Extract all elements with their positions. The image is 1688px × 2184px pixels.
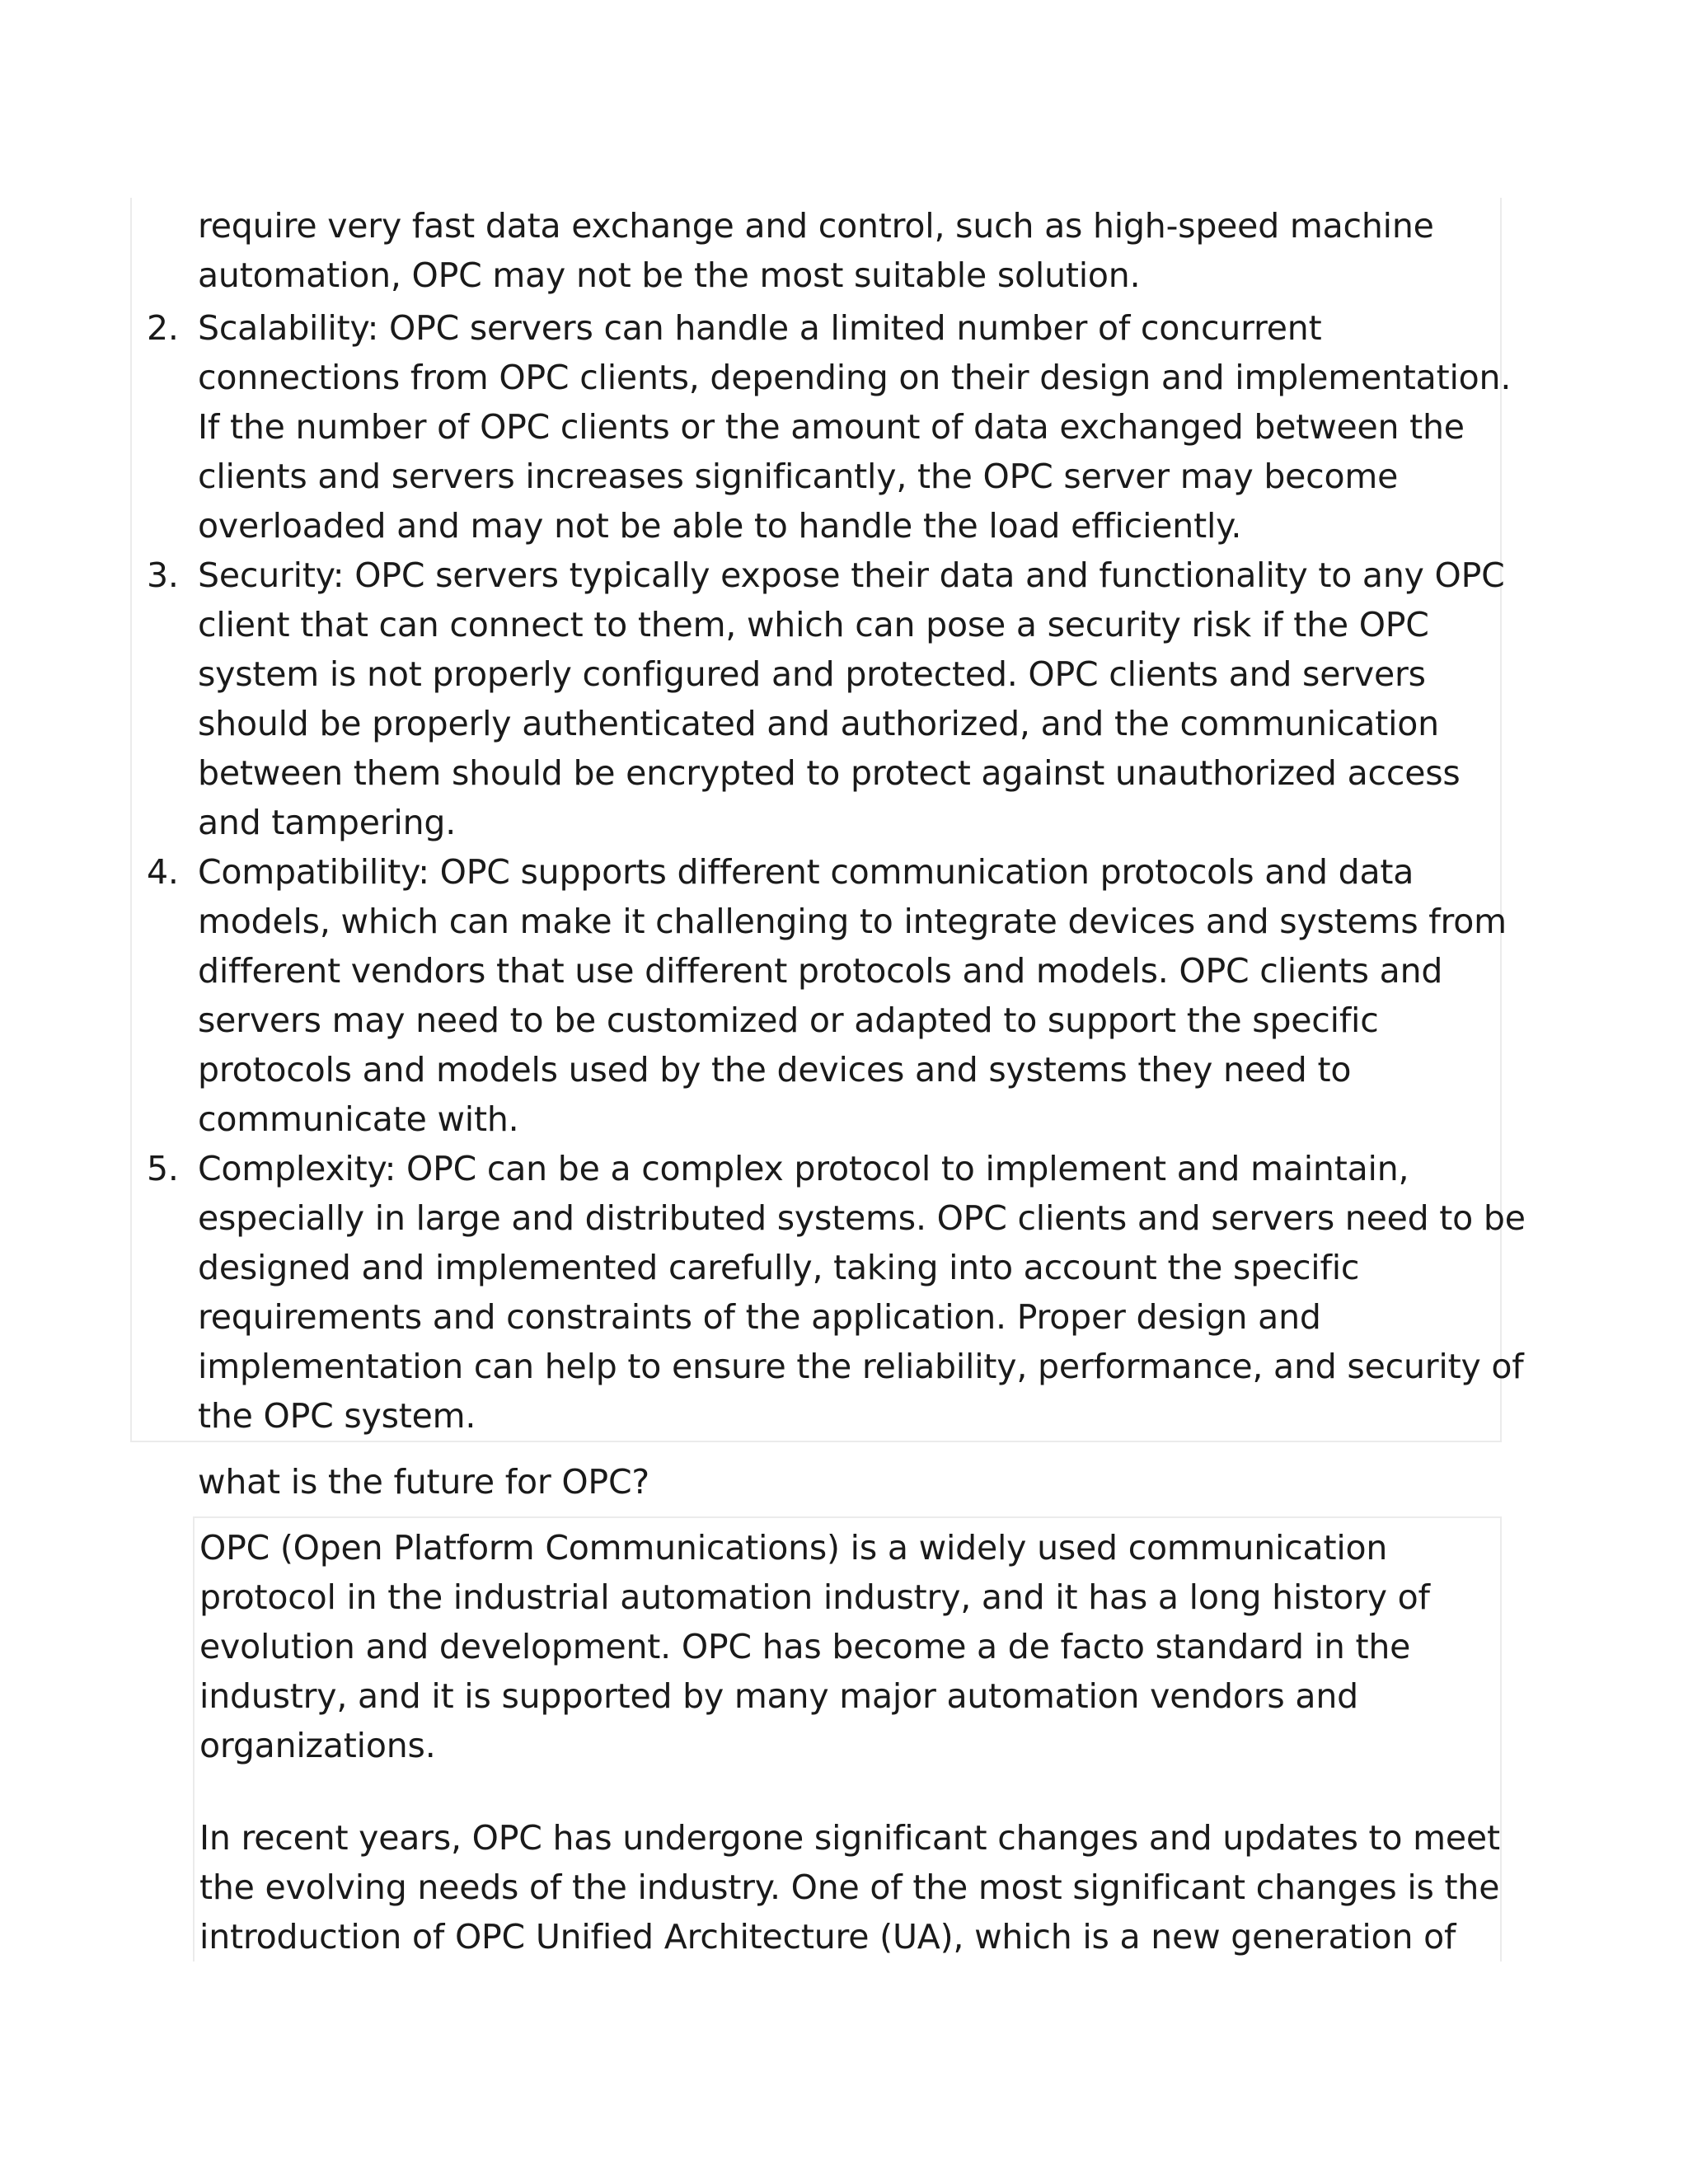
answer-line: organizations. bbox=[199, 1726, 436, 1765]
continuation-line: require very fast data exchange and control, such as high-speed machine bbox=[198, 206, 1434, 246]
list-item-line: Security: OPC servers typically expose their data and functionality to any OPC bbox=[198, 555, 1505, 595]
list-item-line: Complexity: OPC can be a complex protocol to implement and maintain, bbox=[198, 1149, 1409, 1188]
list-item-line: clients and servers increases significantly, the OPC server may become bbox=[198, 457, 1399, 496]
list-number: 2. bbox=[147, 308, 179, 348]
list-item-line: communicate with. bbox=[198, 1099, 519, 1139]
list-number: 4. bbox=[147, 852, 179, 892]
answer-line: introduction of OPC Unified Architecture (UA), which is a new generation of bbox=[199, 1917, 1456, 1957]
list-item-line: should be properly authenticated and authorized, and the communication bbox=[198, 704, 1439, 743]
answer-line: evolution and development. OPC has become a de facto standard in the bbox=[199, 1627, 1411, 1666]
list-item-line: requirements and constraints of the application. Proper design and bbox=[198, 1297, 1321, 1337]
answer-paragraph bbox=[199, 1523, 1430, 1770]
user-prompt: what is the future for OPC? bbox=[198, 1462, 649, 1502]
continuation-line: automation, OPC may not be the most suitable solution. bbox=[198, 255, 1141, 295]
list-number: 3. bbox=[147, 555, 179, 595]
answer-line: industry, and it is supported by many major automation vendors and bbox=[199, 1676, 1358, 1716]
list-item bbox=[0, 303, 1526, 551]
answer-line: OPC (Open Platform Communications) is a widely used communication bbox=[199, 1528, 1388, 1568]
list-item-line: and tampering. bbox=[198, 803, 457, 842]
list-item-line: designed and implemented carefully, taking into account the specific bbox=[198, 1248, 1360, 1287]
list-item-line: between them should be encrypted to protect against unauthorized access bbox=[198, 753, 1461, 793]
list-item bbox=[0, 551, 1526, 847]
list-item bbox=[0, 847, 1526, 1144]
list-item-line: system is not properly configured and protected. OPC clients and servers bbox=[198, 654, 1426, 694]
list-item-line: connections from OPC clients, depending on their design and implementation. bbox=[198, 358, 1512, 397]
answer-line: protocol in the industrial automation industry, and it has a long history of bbox=[199, 1577, 1430, 1617]
list-item-line: implementation can help to ensure the reliability, performance, and security of bbox=[198, 1347, 1524, 1386]
list-item-line: servers may need to be customized or adapted to support the specific bbox=[198, 1001, 1379, 1040]
list-item-line: If the number of OPC clients or the amount of data exchanged between the bbox=[198, 407, 1465, 447]
list-item-line: Scalability: OPC servers can handle a limited number of concurrent bbox=[198, 308, 1322, 348]
list-item bbox=[0, 1144, 1526, 1441]
limitations-list bbox=[0, 303, 1526, 1441]
list-item-line: models, which can make it challenging to integrate devices and systems from bbox=[198, 902, 1507, 941]
list-number: 5. bbox=[147, 1149, 179, 1188]
list-item-line: client that can connect to them, which can pose a security risk if the OPC bbox=[198, 605, 1429, 644]
answer-line: In recent years, OPC has undergone significant changes and updates to meet bbox=[199, 1818, 1500, 1858]
list-item-line: different vendors that use different protocols and models. OPC clients and bbox=[198, 951, 1443, 991]
list-item-line: especially in large and distributed systems. OPC clients and servers need to be bbox=[198, 1198, 1526, 1238]
list-item-line: the OPC system. bbox=[198, 1396, 476, 1436]
list-item-line: overloaded and may not be able to handle the load efficiently. bbox=[198, 506, 1242, 546]
list-item-line: Compatibility: OPC supports different communication protocols and data bbox=[198, 852, 1414, 892]
answer-paragraph bbox=[199, 1813, 1500, 1961]
list-item-line: protocols and models used by the devices and systems they need to bbox=[198, 1050, 1352, 1090]
answer-line: the evolving needs of the industry. One of the most significant changes is the bbox=[199, 1868, 1500, 1907]
